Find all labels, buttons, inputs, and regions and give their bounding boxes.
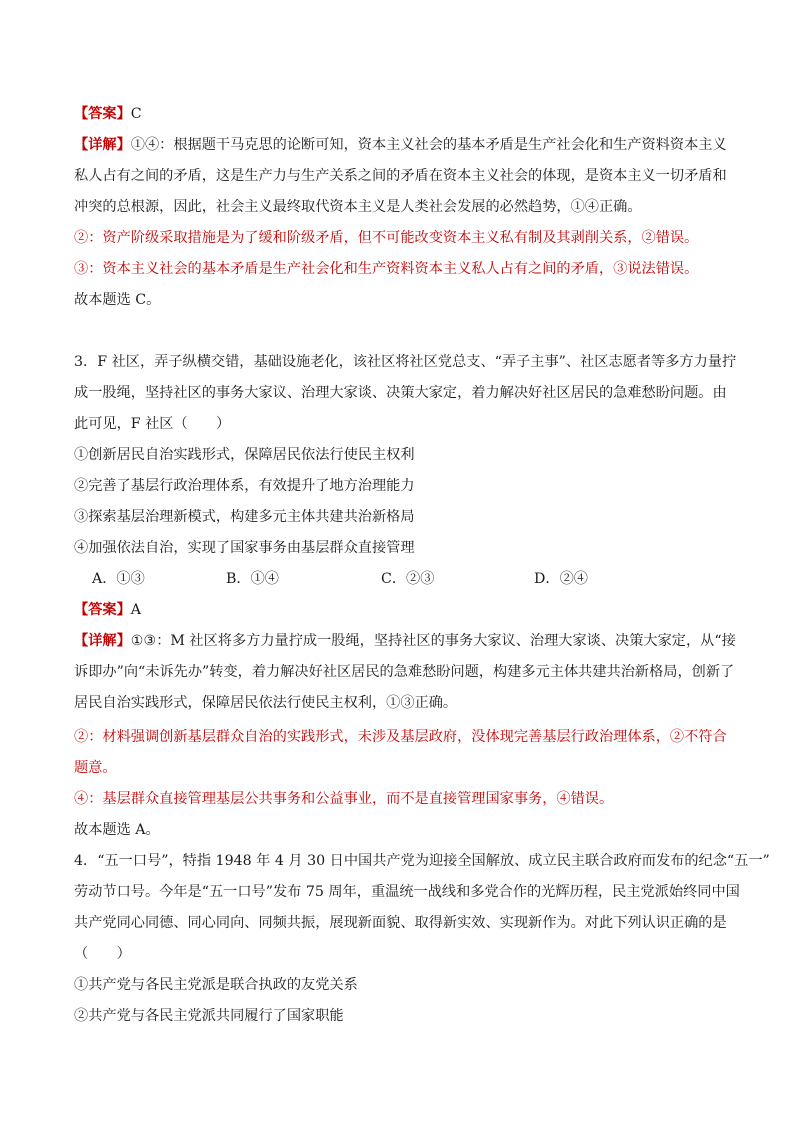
- q3-stem-line-2: 成一股绳，坚持社区的事务大家议、治理大家谈、决策大家定，着力解决好社区居民的急难愁盼问题。由: [74, 385, 727, 401]
- q3-statement-1: ①创新居民自治实践形式，保障居民依法行使民主权利: [74, 447, 415, 463]
- q2-explain-line-3: 冲突的总根源，因此，社会主义最终取代资本主义是人类社会发展的必然趋势，①④正确。: [74, 199, 642, 215]
- q3-statement-2: ②完善了基层行政治理体系，有效提升了地方治理能力: [74, 478, 415, 494]
- q2-answer: [74, 104, 142, 124]
- q3-wrong-line-1: ②：材料强调创新基层群众自治的实践形式，未涉及基层政府，没体现完善基层行政治理体系，②不符合: [74, 729, 727, 745]
- q3-wrong-line-2: 题意。: [74, 760, 117, 776]
- q3-option-d: D．②④: [534, 571, 588, 587]
- q3-option-c: C．②③: [381, 571, 435, 587]
- q3-wrong-line-3: ④：基层群众直接管理基层公共事务和公益事业，而不是直接管理国家事务，④错误。: [74, 791, 614, 807]
- q4-statement-2: ②共产党与各民主党派共同履行了国家职能: [74, 1008, 344, 1024]
- q3-explain-tag: 【详解】: [74, 633, 131, 649]
- q3-option-a: A．①③: [92, 571, 145, 587]
- q3-answer-tag: 【答案】: [74, 602, 131, 618]
- q4-stem-line-2: 劳动节口号。今年是“五一口号”发布 75 周年，重温统一战线和多党合作的光辉历程，民主党派始终同中国: [74, 884, 740, 900]
- q3-stem-line-1: 3．F 社区，弄子纵横交错，基础设施老化，该社区将社区党总支、“弄子主事”、社区志愿者等多方力量拧: [74, 354, 737, 370]
- q2-conclusion: 故本题选 C。: [74, 292, 161, 308]
- q3-conclusion: 故本题选 A。: [74, 822, 160, 838]
- q2-explain-tag: 【详解】: [74, 137, 131, 153]
- q2-wrong-line-2: ③：资本主义社会的基本矛盾是生产社会化和生产资料资本主义私人占有之间的矛盾，③说法错误。: [74, 261, 699, 277]
- q4-stem-line-3: 共产党同心同德、同心同向、同频共振，展现新面貌、取得新实效、实现新作为。对此下列认识正确的是: [74, 915, 727, 931]
- q2-answer-value: C: [130, 106, 142, 122]
- q3-explain-line-3: 居民自治实践形式，保障居民依法行使民主权利，①③正确。: [74, 695, 458, 711]
- q4-stem-line-1: 4．“五一口号”，特指 1948 年 4 月 30 日中国共产党为迎接全国解放、成立民主联合政府而发布的纪念“五一”: [74, 853, 770, 869]
- q3-explain-line-1: 【详解】①③：M 社区将多方力量拧成一股绳，坚持社区的事务大家议、治理大家谈、决策大家定，从“接: [74, 633, 736, 649]
- q3-answer: [74, 600, 141, 620]
- q3-statement-3: ③探索基层治理新模式，构建多元主体共建共治新格局: [74, 509, 415, 525]
- q3-answer-value: A: [130, 602, 142, 618]
- q2-explain-line-2: 私人占有之间的矛盾，这是生产力与生产关系之间的矛盾在资本主义社会的体现，是资本主义一切矛盾和: [74, 168, 727, 184]
- q2-wrong-line-1: ②：资产阶级采取措施是为了缓和阶级矛盾，但不可能改变资本主义私有制及其剥削关系，②错误。: [74, 230, 699, 246]
- q3-statement-4: ④加强依法自治，实现了国家事务由基层群众直接管理: [74, 540, 415, 556]
- q3-explain-line-2: 诉即办”向“未诉先办”转变，着力解决好社区居民的急难愁盼问题，构建多元主体共建共治新格局，创新了: [74, 664, 735, 680]
- q3-option-b: B．①④: [226, 571, 279, 587]
- q4-stem-line-4: （ ）: [74, 946, 131, 962]
- q3-stem-line-3: 此可见，F 社区（ ）: [74, 416, 231, 432]
- q4-statement-1: ①共产党与各民主党派是联合执政的友党关系: [74, 977, 358, 993]
- q2-answer-tag: 【答案】: [74, 106, 131, 122]
- q2-explain-line-1: 【详解】①④：根据题干马克思的论断可知，资本主义社会的基本矛盾是生产社会化和生产资料资本主义: [74, 137, 727, 153]
